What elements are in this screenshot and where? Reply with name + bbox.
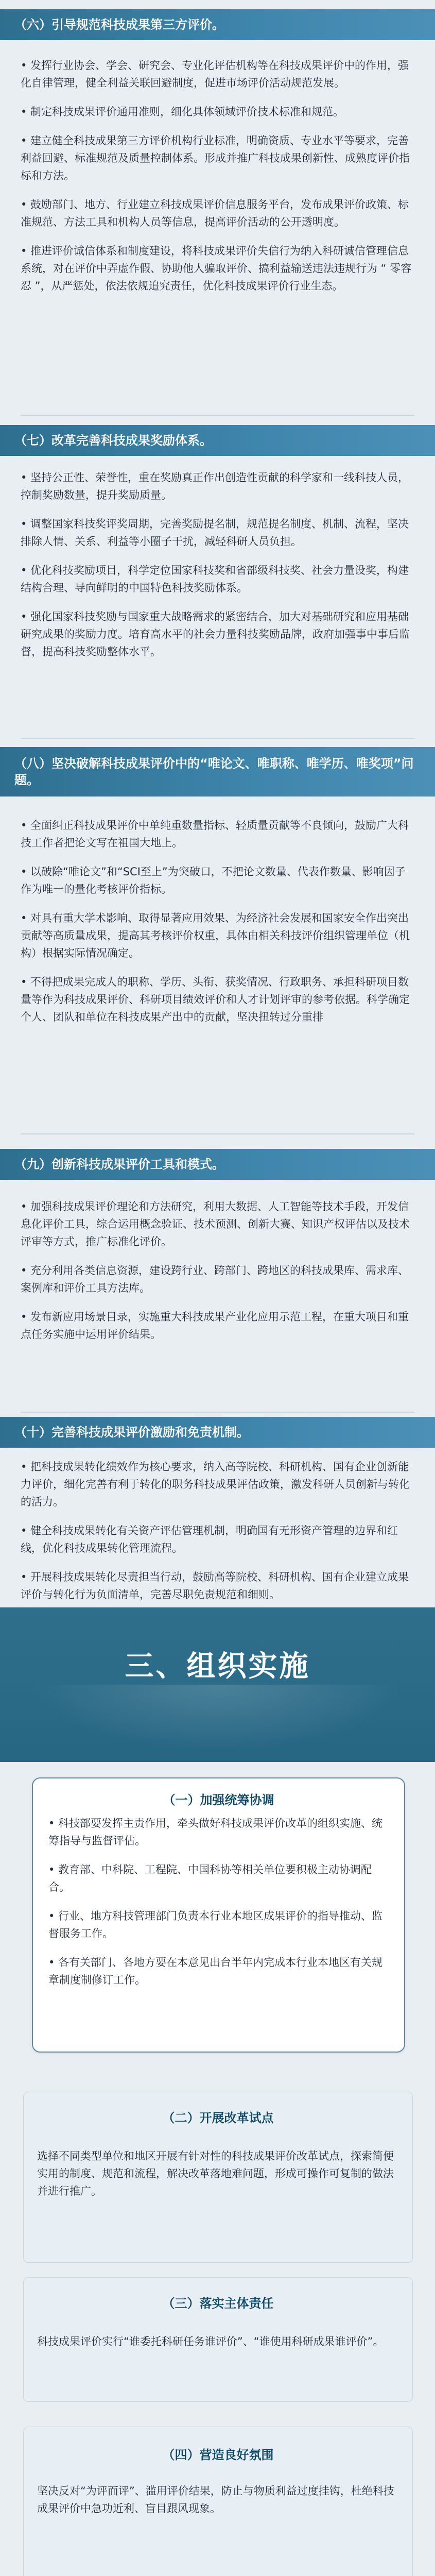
card-content — [37, 2322, 399, 2361]
paragraph: • 对具有重大学术影响、取得显著应用效果、为经济社会发展和国家安全作出突出贡献等高质量成果，提高其考核评价权重，具体由相关科技评价组织管理单位（机构）根据实际情况确定。 — [21, 912, 410, 959]
section-7-content — [21, 469, 414, 672]
paragraph: • 调整国家科技奖评奖周期，完善奖励提名制，规范提名制度、机制、流程，坚决排除人情、关系、利益等小圈子干扰，减轻科研人员负担。 — [21, 518, 409, 548]
paragraph: • 坚持公正性、荣誉性，重在奖励真正作出创造性贡献的科学家和一线科技人员，控制奖励数量，提升奖励质量。 — [21, 471, 409, 501]
divider — [21, 1412, 414, 1413]
banner-wave — [0, 1685, 435, 1762]
card-pilot — [23, 2092, 413, 2263]
paragraph: • 建立健全科技成果第三方评价机构行业标准，明确资质、专业水平等要求，完善利益回避、标准规范及质量控制体系。形成并推广科技成果创新性、成熟度评价指标和方法。 — [21, 134, 410, 182]
banner-title: 三、组织实施 — [125, 1650, 310, 1682]
organization-banner — [0, 1607, 435, 1762]
section-6-content — [21, 57, 414, 306]
paragraph: • 以破除“唯论文”和“SCI至上”为突破口，不把论文数量、代表作数量、影响因子作为唯一的量化考核评价指标。 — [21, 866, 406, 895]
paragraph: 坚决反对“为评而评”、滥用评价结果，防止与物质利益过度挂钩，杜绝科技成果评价中急功近利、盲目跟风现象。 — [37, 2485, 394, 2515]
paragraph: • 发挥行业协会、学会、研究会、专业化评估机构等在科技成果评价中的作用，强化自律管理，健全利益关联回避制度，促进市场评价活动规范发展。 — [21, 59, 409, 89]
paragraph: • 充分利用各类信息资源，建设跨行业、跨部门、跨地区的科技成果库、需求库、案例库和评价工具方法库。 — [21, 1264, 409, 1294]
paragraph: • 把科技成果转化绩效作为核心要求，纳入高等院校、科研机构、国有企业创新能力评价，细化完善有利于转化的职务科技成果评估政策，激发科研人员创新与转化的活力。 — [21, 1461, 410, 1508]
section-9-title: （九）创新科技成果评价工具和模式。 — [0, 1149, 435, 1180]
paragraph: • 全面纠正科技成果评价中单纯重数量指标、轻质量贡献等不良倾向，鼓励广大科技工作者把论文写在祖国大地上。 — [21, 819, 409, 849]
paragraph: • 健全科技成果转化有关资产评估管理机制，明确国有无形资产管理的边界和红线，优化科技成果转化管理流程。 — [21, 1524, 398, 1554]
divider — [21, 738, 414, 739]
paragraph: 选择不同类型单位和地区开展有针对性的科技成果评价改革试点，探索简便实用的制度、规范和流程，解决改革落地难问题，形成可操作可复制的做法并进行推广。 — [37, 2150, 394, 2197]
paragraph: • 开展科技成果转化尽责担当行动，鼓励高等院校、科研机构、国有企业建立成果评价与转化行为负面清单，完善尽职免责规范和细则。 — [21, 1571, 409, 1601]
section-8-title: （八）坚决破解科技成果评价中的“唯论文、唯职称、唯学历、唯奖项”问题。 — [0, 747, 435, 796]
section-9-content — [21, 1198, 414, 1354]
paragraph: • 不得把成果完成人的职称、学历、头衔、获奖情况、行政职务、承担科研项目数量等作为科技成果评价、科研项目绩效评价和人才计划评审的参考依据。科学确定个人、团队和单位在科技成果产出中的贡献，坚决扭转过分重排 — [21, 976, 410, 1023]
paragraph: • 推进评价诚信体系和制度建设，将科技成果评价失信行为纳入科研诚信管理信息系统，对在评价中弄虚作假、协助他人骗取评价、搞利益输送违法违规行为 “ 零容忍 ”，从严惩处，依法依规追究责任，优化科技成果评价行业生态。 — [21, 245, 412, 292]
paragraph: • 科技部要发挥主责作用，牵头做好科技成果评价改革的组织实施、统筹指导与监督评估。 — [48, 1817, 383, 1847]
paragraph: • 加强科技成果评价理论和方法研究，利用大数据、人工智能等技术手段，开发信息化评价工具，综合运用概念验证、技术预测、创新大赛、知识产权评估以及技术评审等方式，推广标准化评价。 — [21, 1200, 410, 1248]
paragraph: 科技成果评价实行“谁委托科研任务谁评价”、“谁使用科研成果谁评价”。 — [37, 2335, 384, 2348]
paragraph: • 行业、地方科技管理部门负责本行业本地区成果评价的指导推动、监督服务工作。 — [48, 1910, 383, 1940]
card-content — [37, 2471, 399, 2528]
card-title: （三）落实主体责任 — [162, 2296, 274, 2311]
divider — [21, 415, 414, 416]
paragraph: • 鼓励部门、地方、行业建立科技成果评价信息服务平台，发布成果评价政策、标准规范、方法工具和机构人员等信息，提高评价活动的公开透明度。 — [21, 198, 409, 228]
paragraph: • 教育部、中科院、工程院、中国科协等相关单位要积极主动协调配合。 — [48, 1863, 372, 1893]
paragraph: • 各有关部门、各地方要在本意见出台半年内完成本行业本地区有关规章制度制修订工作。 — [48, 1956, 383, 1986]
paragraph: • 优化科技奖励项目，科学定位国家科技奖和省部级科技奖、社会力量设奖，构建结构合理、导向鲜明的中国特色科技奖励体系。 — [21, 564, 409, 594]
card-content — [48, 1815, 389, 2000]
paragraph: • 发布新应用场景目录，实施重大科技成果产业化应用示范工程，在重大项目和重点任务实施中运用评价结果。 — [21, 1311, 409, 1341]
section-8-content — [21, 817, 414, 1037]
card-content — [37, 2137, 399, 2211]
card-responsibility — [23, 2277, 413, 2402]
card-atmosphere — [23, 2427, 413, 2576]
section-10-title: （十）完善科技成果评价激励和免责机制。 — [0, 1417, 435, 1448]
section-6-title: （六）引导规范科技成果第三方评价。 — [0, 9, 435, 40]
paragraph: • 强化国家科技奖励与国家重大战略需求的紧密结合，加大对基础研究和应用基础研究成果的奖励力度。培育高水平的社会力量科技奖励品牌，政府加强事中事后监督，提高科技奖励整体水平。 — [21, 611, 410, 658]
card-title: （一）加强统筹协调 — [163, 1793, 274, 1807]
section-7-title: （七）改革完善科技成果奖励体系。 — [0, 425, 435, 456]
card-title: （四）营造良好氛围 — [162, 2448, 274, 2462]
card-coordination — [32, 1777, 405, 2053]
divider — [21, 1133, 414, 1134]
paragraph: • 制定科技成果评价通用准则，细化具体领域评价技术标准和规范。 — [21, 106, 344, 118]
card-title: （二）开展改革试点 — [162, 2111, 274, 2125]
